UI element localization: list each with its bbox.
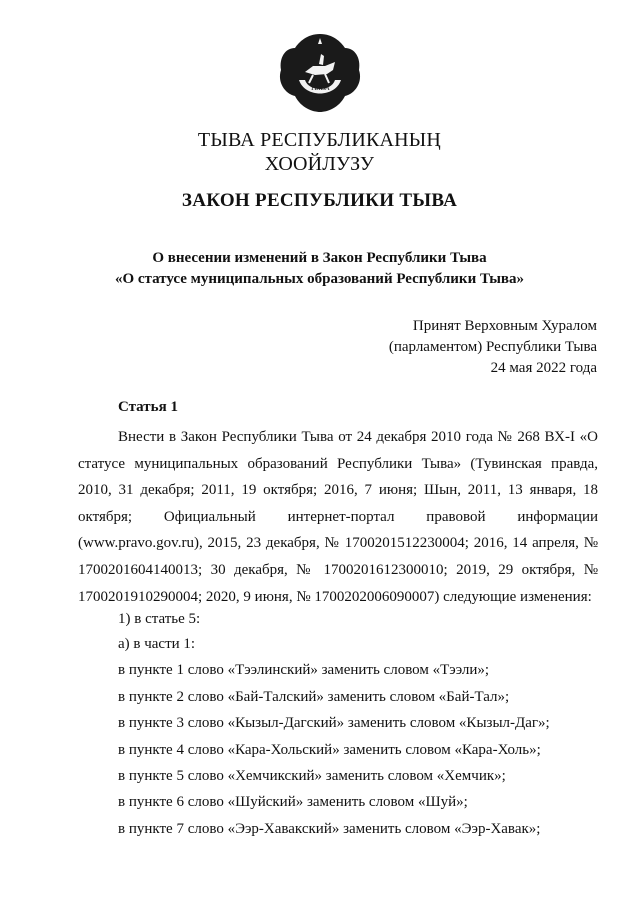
list-item: в пункте 6 слово «Шуйский» заменить словом «Шуй»; xyxy=(118,794,468,810)
article-intro-paragraph: Внести в Закон Республики Тыва от 24 декабря 2010 года № 268 ВХ-I «О статусе муниципальных образований Республики Тыва» (Тувинская правда, 2010, 31 декабря; 2011, 19 октября; 2016, 7 июня; Шын, 2011, 13 января, 18 октября; Официальный интернет-портал правовой информации (www.pravo.gov.ru), 2015, 23 декабря, № 1700201512230004; 2016, 14 апреля, № 1700201604140013; 30 декабря, № 1700201612300010; 2019, 29 октября, № 1700201910290004; 2020, 9 июня, № 1700202006090007) следующие изменения: xyxy=(78,429,598,605)
law-title: ЗАКОН РЕСПУБЛИКИ ТЫВА xyxy=(181,190,458,211)
list-item: в пункте 7 слово «Ээр-Хавакский» заменить словом «Ээр-Хавак»; xyxy=(118,821,541,837)
list-item: в пункте 5 слово «Хемчикский» заменить словом «Хемчик»; xyxy=(118,768,506,784)
list-item: а) в части 1: xyxy=(118,636,196,652)
law-subject-line2: «О статусе муниципальных образований Республики Тыва» xyxy=(114,271,525,287)
article-title: Статья 1 xyxy=(118,399,178,415)
adoption-line2: (парламентом) Республики Тыва xyxy=(388,339,597,355)
list-item: 1) в статье 5: xyxy=(118,611,201,627)
list-item: в пункте 3 слово «Кызыл-Дагский» заменить словом «Кызыл-Даг»; xyxy=(118,715,550,731)
law-subject-line1: О внесении изменений в Закон Республики Тыва xyxy=(152,250,487,266)
adoption-line1: Принят Верховным Хуралом xyxy=(412,318,597,334)
adoption-note xyxy=(389,316,597,379)
emblem-text: ТЫВА xyxy=(310,84,330,92)
khural-heading xyxy=(0,128,639,176)
law-subject xyxy=(0,248,639,290)
list-item: в пункте 1 слово «Тээлинский» заменить словом «Тээли»; xyxy=(118,662,490,678)
emblem-of-tuva-icon xyxy=(275,28,365,118)
khural-heading-line1: ТЫВА РЕСПУБЛИКАНЫҢ xyxy=(197,129,442,151)
list-item: в пункте 4 слово «Кара-Хольский» заменить словом «Кара-Холь»; xyxy=(118,742,541,758)
list-item: в пункте 2 слово «Бай-Талский» заменить словом «Бай-Тал»; xyxy=(118,689,510,705)
khural-heading-line2: ХООЙЛУЗУ xyxy=(264,153,375,175)
adoption-date: 24 мая 2022 года xyxy=(490,360,597,376)
